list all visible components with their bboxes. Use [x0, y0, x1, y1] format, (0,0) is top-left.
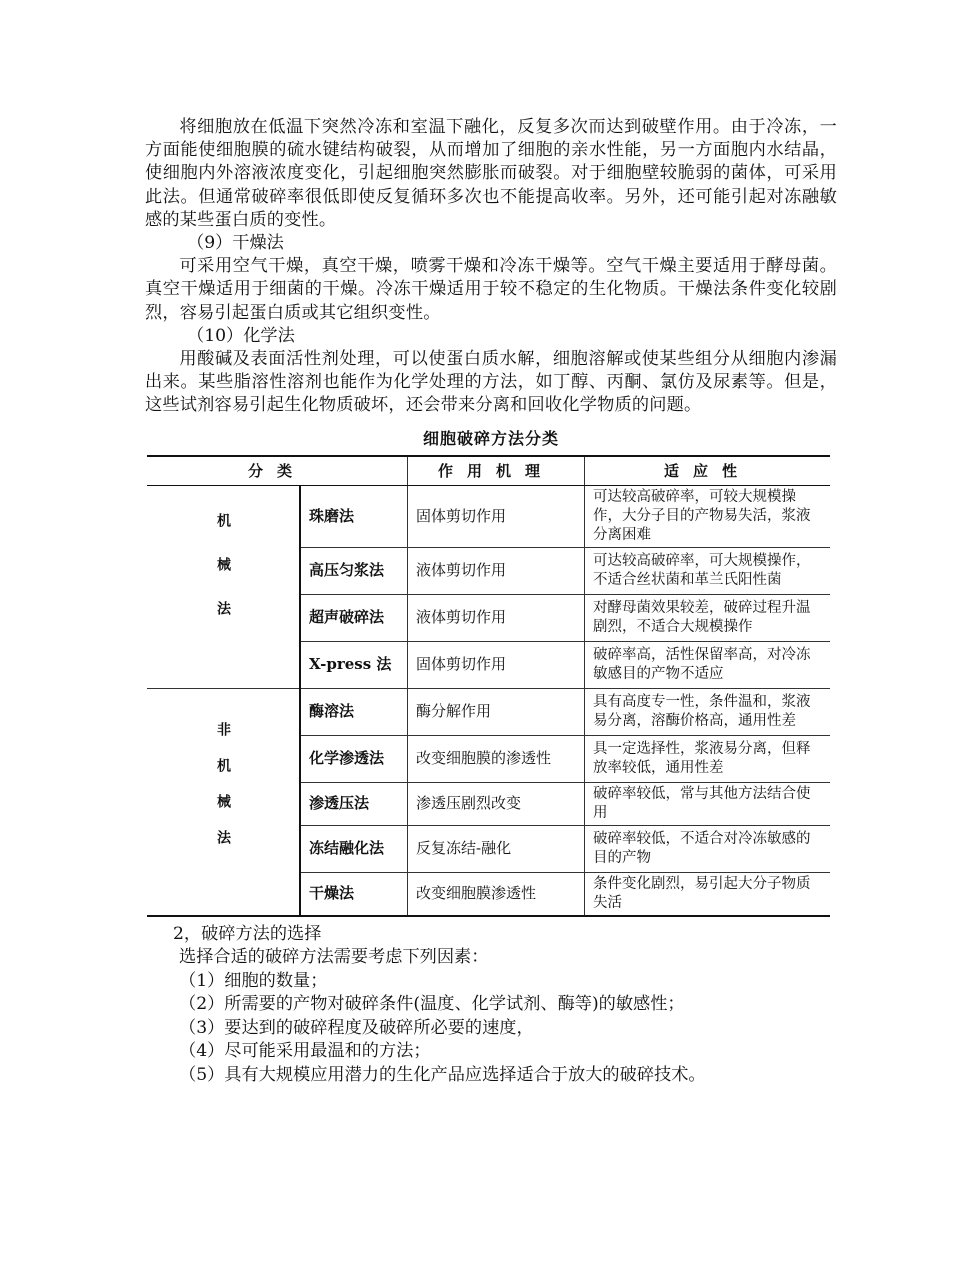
method-mechanism: 液体剪切作用: [408, 594, 585, 641]
header-mechanism: 作用机理: [408, 456, 585, 486]
table-header-row: [147, 456, 830, 486]
method-name: X-press 法: [300, 641, 408, 688]
method-name: 高压匀浆法: [300, 547, 408, 594]
table-row: [147, 688, 830, 735]
method-applicability: 可达较高破碎率，可较大规模操作，大分子目的产物易失活，浆液分离困难: [585, 485, 831, 547]
method-applicability: 可达较高破碎率，可大规模操作，不适合丝状菌和革兰氏阳性菌: [585, 547, 831, 594]
paragraph-freeze-thaw: 将细胞放在低温下突然冷冻和室温下融化，反复多次而达到破壁作用。由于冷冻，一方面能使细胞膜的硫水键结构破裂，从而增加了细胞的亲水性能，另一方面胞内水结晶，使细胞内外溶液浓度变化，引起细胞突然膨胀而破裂。对于细胞壁较脆弱的菌体，可采用此法。但通常破碎率很低即使反复循环多次也不能提高收率。另外，还可能引起对冻融敏感的某些蛋白质的变性。: [145, 117, 837, 230]
method-applicability: 具有高度专一性，条件温和，浆液易分离，溶酶价格高，通用性差: [585, 688, 831, 735]
method-applicability: 对酵母菌效果较差，破碎过程升温剧烈，不适合大规模操作: [585, 594, 831, 641]
selection-item: （2）所需要的产物对破碎条件(温度、化学试剂、酶等)的敏感性；: [179, 994, 685, 1015]
methods-table: [147, 455, 830, 917]
method-applicability: 破碎率高，活性保留率高，对冷冻敏感目的产物不适应: [585, 641, 831, 688]
method-mechanism: 固体剪切作用: [408, 641, 585, 688]
selection-item: （3）要达到的破碎程度及破碎所必要的速度，: [179, 1017, 534, 1038]
paragraph-chemical: 用酸碱及表面活性剂处理，可以使蛋白质水解，细胞溶解或使某些组分从细胞内渗漏出来。某些脂溶性溶剂也能作为化学处理的方法，如丁醇、丙酮、氯仿及尿素等。但是，这些试剂容易引起生化物质破坏，还会带来分离和回收化学物质的问题。: [145, 349, 837, 416]
method-applicability: 破碎率较低，不适合对冷冻敏感的目的产物: [585, 825, 831, 872]
table-row: [147, 485, 830, 547]
group-mechanical: [147, 485, 300, 688]
method-mechanism: 改变细胞膜渗透性: [408, 872, 585, 916]
method-name: 酶溶法: [300, 688, 408, 735]
group-mechanical-label: 机械法: [215, 513, 231, 646]
header-applicability: 适应性: [585, 456, 831, 486]
paragraph-drying: 可采用空气干燥，真空干燥，喷雾干燥和冷冻干燥等。空气干燥主要适用于酵母菌。真空干燥适用于细菌的干燥。冷冻干燥适用于较不稳定的生化物质。干燥法条件变化较剧烈，容易引起蛋白质或其它组织变性。: [145, 256, 837, 323]
method-applicability: 具一定选择性，浆液易分离，但释放率较低，通用性差: [585, 735, 831, 782]
method-name: 干燥法: [300, 872, 408, 916]
table-title: 细胞破碎方法分类: [422, 428, 559, 448]
method-name: 珠磨法: [300, 485, 408, 547]
group-non-mechanical: [147, 688, 300, 916]
method-mechanism: 渗透压剧烈改变: [408, 782, 585, 825]
method-name: 超声破碎法: [300, 594, 408, 641]
selection-item: （1）细胞的数量；: [179, 970, 328, 991]
selection-section: [145, 923, 837, 1088]
header-category: 分类: [147, 456, 408, 486]
selection-item: （4）尽可能采用最温和的方法；: [179, 1041, 431, 1062]
method-mechanism: 固体剪切作用: [408, 485, 585, 547]
method-applicability: 条件变化剧烈，易引起大分子物质失活: [585, 872, 831, 916]
method-name: 化学渗透法: [300, 735, 408, 782]
selection-heading: 2，破碎方法的选择: [173, 923, 322, 944]
document-page: [145, 116, 837, 1087]
heading-chemical: （10）化学法: [187, 325, 295, 346]
method-name: 渗透压法: [300, 782, 408, 825]
method-mechanism: 液体剪切作用: [408, 547, 585, 594]
group-non-mechanical-label: 非机械法: [215, 722, 231, 867]
method-mechanism: 改变细胞膜的渗透性: [408, 735, 585, 782]
selection-intro: 选择合适的破碎方法需要考虑下列因素：: [179, 947, 489, 968]
method-mechanism: 反复冻结-融化: [408, 825, 585, 872]
method-name: 冻结融化法: [300, 825, 408, 872]
method-applicability: 破碎率较低，常与其他方法结合使用: [585, 782, 831, 825]
selection-item: （5）具有大规模应用潜力的生化产品应选择适合于放大的破碎技术。: [179, 1064, 706, 1085]
heading-drying: （9）干燥法: [187, 233, 284, 254]
method-mechanism: 酶分解作用: [408, 688, 585, 735]
